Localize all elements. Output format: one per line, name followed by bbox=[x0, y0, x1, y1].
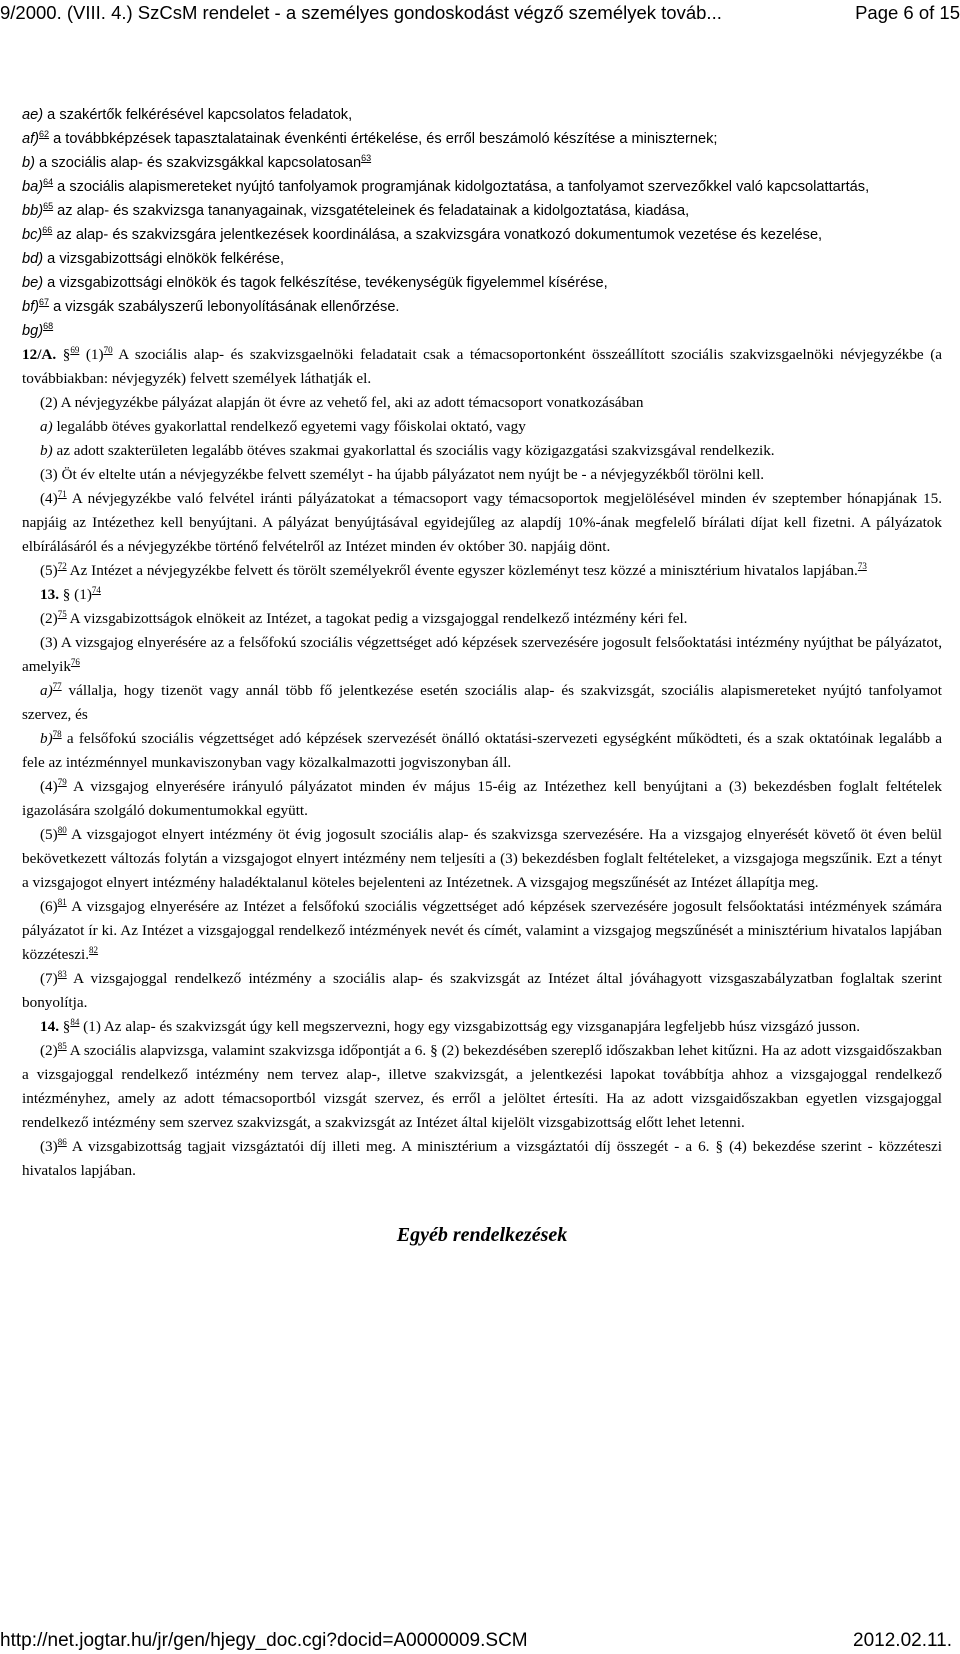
clause-text: a vizsgák szabályszerű lebonyolításának ellenőrzése. bbox=[49, 299, 400, 315]
section-12a-para-2: (2) A névjegyzékbe pályázat alapján öt évre az vehető fel, aki az adott témacsoport vonatkozásában bbox=[40, 394, 644, 411]
footnote-link[interactable]: 81 bbox=[57, 897, 67, 907]
clause-label: ae) bbox=[22, 107, 44, 123]
section-12a-para-5 bbox=[22, 559, 942, 583]
footnote-link[interactable]: 66 bbox=[42, 225, 53, 235]
clause-b bbox=[22, 151, 942, 175]
clause-label: bg) bbox=[22, 323, 44, 339]
document-body bbox=[22, 103, 942, 1247]
paragraph-text: A szociális alap- és szakvizsgaelnöki feladatait csak a témacsoportonként összeállított szociális szakvizsgaelnöki névjegyzékbe (a továbbiakban: névjegyzék) felvett személyek láthatják el. bbox=[22, 346, 943, 387]
footnote-link[interactable]: 72 bbox=[57, 561, 67, 571]
section-13-para-3b bbox=[22, 727, 942, 775]
clause-text: a vizsgabizottsági elnökök és tagok felkészítése, tevékenységük figyelemmel kísérése, bbox=[43, 275, 608, 291]
footnote-link[interactable]: 79 bbox=[57, 777, 67, 787]
section-13-para-7 bbox=[22, 967, 942, 1015]
clause-label: b) bbox=[22, 155, 35, 171]
footnote-link[interactable]: 71 bbox=[57, 489, 67, 499]
section-14-para-2 bbox=[22, 1039, 942, 1135]
clause-text: az adott szakterületen legalább ötéves szakmai gyakorlattal és szociális vagy közigazgatási szakvizsgával rendelkezik. bbox=[52, 442, 775, 459]
clause-label: af) bbox=[22, 131, 40, 147]
footnote-link[interactable]: 82 bbox=[89, 945, 99, 955]
footnote-link[interactable]: 78 bbox=[52, 729, 62, 739]
footnote-link[interactable]: 74 bbox=[91, 585, 101, 595]
footnote-link[interactable]: 67 bbox=[39, 297, 50, 307]
section-number: 14. bbox=[40, 1018, 59, 1035]
paragraph-text: A vizsgajogot elnyert intézmény öt évig jogosult szociális alap- és szakvizsga szervezésére. Ha a vizsgajog elnyerését követő öt éven belül bekövetkezett változás folytán a vizsgajogot elnyert intézmény nem teljesíti a (3) bekezdésben foglalt feltételeket, a vizsgajoga megszűnik. Ezt a tényt a vizsgajogot elnyert intézmény haladéktalanul köteles bejelenteni az Intézetnek. A vizsgajog megszűnését az Intézet állapítja meg. bbox=[22, 826, 942, 891]
paragraph-text: Az Intézet a névjegyzékbe felvett és törölt személyekről évente egyszer közleményt tesz közzé a minisztérium hivatalos lapjában. bbox=[66, 562, 858, 579]
clause-text: a szociális alapismereteket nyújtó tanfolyamok programjának kidolgoztatása, a tanfolyamot szervezőkkel való kapcsolattartás, bbox=[53, 179, 870, 195]
footnote-link[interactable]: 73 bbox=[857, 561, 867, 571]
clause-be bbox=[22, 271, 942, 295]
paragraph-number: (2) bbox=[40, 1042, 58, 1059]
clause-bb bbox=[22, 199, 942, 223]
paragraph-text: A vizsgabizottság tagjait vizsgáztatói díj illeti meg. A minisztérium a vizsgáztatói díj összegét - a 6. § (4) bekezdése szerint - közzéteszi hivatalos lapjában. bbox=[22, 1138, 942, 1179]
paragraph-text: A vizsgajoggal rendelkező intézmény a szociális alap- és szakvizsgát az Intézet által jóváhagyott vizsgaszabályzatban foglaltak szerint bonyolítja. bbox=[22, 970, 942, 1011]
footnote-link[interactable]: 75 bbox=[57, 609, 67, 619]
footnote-link[interactable]: 86 bbox=[57, 1137, 67, 1147]
paragraph-text: A vizsgajog elnyerésére az Intézet a felsőfokú szociális végzettséget adó képzések szervezésére jogosult felsőoktatási intézmények számára pályázatot ír ki. Az Intézet a vizsgajoggal rendelkező intézmények nevét és címét, valamint a vizsgajog megszűnését a minisztérium hivatalos lapjában közzéteszi. bbox=[22, 898, 942, 963]
browser-print-header bbox=[0, 2, 960, 28]
clause-bd bbox=[22, 247, 942, 271]
footnote-link[interactable]: 76 bbox=[70, 657, 80, 667]
section-14 bbox=[22, 1015, 942, 1039]
clause-label: bc) bbox=[22, 227, 43, 243]
paragraph-text: (3) A vizsgajog elnyerésére az a felsőfokú szociális végzettséget adó képzések szervezésére jogosult felsőoktatási intézmény nyújthat be pályázatot, amelyik bbox=[22, 634, 942, 675]
section-number: 12/A. bbox=[22, 346, 57, 363]
paragraph-number: (2) bbox=[40, 610, 58, 627]
section-heading: Egyéb rendelkezések bbox=[396, 1224, 568, 1246]
clause-bc bbox=[22, 223, 942, 247]
clause-text: a továbbképzések tapasztalatainak évenkénti értékelése, és erről beszámoló készítése a miniszternek; bbox=[49, 131, 718, 147]
paragraph-text: A névjegyzékbe való felvétel iránti pályázatokat a témacsoport vagy témacsoportok megjelölésével minden év szeptember hónapjának 15. napjáig az Intézethez kell benyújtani. A pályázat benyújtásával egyidejűleg az alapdíj 10%-ának megfelelő bírálati díjat kell fizetni. A pályázatok elbírálásáról és a névjegyzékbe történő felvételről az Intézet minden év október 30. napjáig dönt. bbox=[22, 490, 942, 555]
paragraph-text: A vizsgabizottságok elnökeit az Intézet, a tagokat pedig a vizsgajoggal rendelkező intézmény kéri fel. bbox=[66, 610, 688, 627]
section-13-para-5 bbox=[22, 823, 942, 895]
footnote-link[interactable]: 65 bbox=[43, 201, 54, 211]
paragraph-number: (5) bbox=[40, 826, 58, 843]
section-12a-para-4 bbox=[22, 487, 942, 559]
clause-text: vállalja, hogy tizenöt vagy annál több fő jelentkezése esetén szociális alap- és szakvizsgát, szociális alapismereteket nyújtó tanfolyamot szervez, és bbox=[22, 682, 942, 723]
clause-text: a szociális alap- és szakvizsgákkal kapcsolatosan bbox=[34, 155, 362, 171]
section-13-para-2 bbox=[22, 607, 942, 631]
footnote-link[interactable]: 70 bbox=[103, 345, 113, 355]
clause-label: a) bbox=[40, 418, 53, 435]
paragraph-number: (1) bbox=[79, 346, 104, 363]
clause-label: a) bbox=[40, 682, 53, 699]
clause-label: be) bbox=[22, 275, 44, 291]
paragraph-text: A szociális alapvizsga, valamint szakvizsga időpontját a 6. § (2) bekezdésében szereplő időszakban lehet kitűzni. Ha az adott vizsgaidőszakban a vizsgajoggal rendelkező intézmény nem tervez alap-, illetve szakvizsgát, a jelentkezési lapokat továbbítja ahhoz a vizsgajoggal rendelkező intézményhez, amely az adott témacsoportból vizsgát szervez, és erről a jelöltet értesíti. Ha az adott vizsgaidőszakban egyetlen vizsgajoggal rendelkező intézmény sem szervez szakvizsgát, a szakvizsgát az Intézet által kijelölt vizsgabizottság előtt lehet letenni. bbox=[22, 1042, 942, 1131]
section-12a-para-2a bbox=[22, 415, 942, 439]
section-13 bbox=[22, 583, 942, 607]
section-12a-para-3: (3) Öt év eltelte után a névjegyzékbe felvett személyt - ha újabb pályázatot nem nyújt be - a névjegyzékből törölni kell. bbox=[40, 466, 765, 483]
section-12a-para-2b bbox=[22, 439, 942, 463]
footnote-link[interactable]: 62 bbox=[39, 129, 50, 139]
clause-text: az alap- és szakvizsgára jelentkezések koordinálása, a szakvizsgára vonatkozó dokumentumok vezetése és kezelése, bbox=[52, 227, 823, 243]
clause-label: bf) bbox=[22, 299, 40, 315]
clause-label: b) bbox=[40, 730, 53, 747]
section-13-para-4 bbox=[22, 775, 942, 823]
clause-text: a vizsgabizottsági elnökök felkérése, bbox=[43, 251, 285, 267]
clause-label: ba) bbox=[22, 179, 44, 195]
footnote-link[interactable]: 77 bbox=[52, 681, 62, 691]
print-date: 2012.02.11. bbox=[853, 1630, 952, 1651]
clause-label: b) bbox=[40, 442, 53, 459]
paragraph-number: (4) bbox=[40, 778, 58, 795]
footnote-link[interactable]: 64 bbox=[43, 177, 54, 187]
section-symbol: § bbox=[62, 346, 71, 363]
paragraph-number: (3) bbox=[40, 1138, 58, 1155]
footnote-link[interactable]: 68 bbox=[43, 321, 54, 331]
section-14-para-3 bbox=[22, 1135, 942, 1183]
section-13-para-6 bbox=[22, 895, 942, 967]
page-number: Page 6 of 15 bbox=[855, 2, 960, 23]
footnote-link[interactable]: 84 bbox=[70, 1017, 80, 1027]
clause-ae bbox=[22, 103, 942, 127]
paragraph-number: (6) bbox=[40, 898, 58, 915]
clause-bg bbox=[22, 319, 942, 343]
clause-ba bbox=[22, 175, 942, 199]
clause-label: bb) bbox=[22, 203, 44, 219]
clause-text: a szakértők felkérésével kapcsolatos feladatok, bbox=[43, 107, 353, 123]
footnote-link[interactable]: 69 bbox=[70, 345, 80, 355]
clause-text: legalább ötéves gyakorlattal rendelkező egyetemi vagy főiskolai oktató, vagy bbox=[52, 418, 526, 435]
section-number: 13. bbox=[40, 586, 59, 603]
paragraph-number: (7) bbox=[40, 970, 58, 987]
footnote-link[interactable]: 63 bbox=[361, 153, 372, 163]
section-symbol: § bbox=[58, 1018, 71, 1035]
paragraph-text: A vizsgajog elnyerésére irányuló pályázatot minden év május 15-éig az Intézethez kell benyújtani a (3) bekezdésben foglalt feltételek igazolására szolgáló dokumentumokkal együtt. bbox=[22, 778, 942, 819]
paragraph-text: (1) Az alap- és szakvizsgát úgy kell megszervezni, hogy egy vizsgabizottság egy vizsganapjára legfeljebb húsz vizsgázó jusson. bbox=[79, 1018, 861, 1035]
clause-af bbox=[22, 127, 942, 151]
clause-label: bd) bbox=[22, 251, 44, 267]
paragraph-number: (5) bbox=[40, 562, 58, 579]
section-13-para-3a bbox=[22, 679, 942, 727]
footnote-link[interactable]: 83 bbox=[57, 969, 67, 979]
browser-print-footer bbox=[0, 1628, 960, 1654]
footnote-link[interactable]: 80 bbox=[57, 825, 67, 835]
section-12a bbox=[22, 343, 942, 391]
clause-bf bbox=[22, 295, 942, 319]
section-symbol: § (1) bbox=[58, 586, 92, 603]
section-13-para-3 bbox=[22, 631, 942, 679]
clause-text: a felsőfokú szociális végzettséget adó képzések szervezését önálló oktatási-szervezeti egységként működteti, és a szak oktatóinak legalább a fele az intézménnyel munkaviszonyban vagy közalkalmazotti jogviszonyban áll. bbox=[22, 730, 942, 771]
paragraph-number: (4) bbox=[40, 490, 58, 507]
document-title: 9/2000. (VIII. 4.) SzCsM rendelet - a személyes gondoskodást végző személyek továb... bbox=[0, 2, 722, 23]
page-url: http://net.jogtar.hu/jr/gen/hjegy_doc.cgi?docid=A0000009.SCM bbox=[0, 1630, 528, 1651]
clause-text: az alap- és szakvizsga tananyagainak, vizsgatételeinek és feladatainak a kidolgoztatása, kiadása, bbox=[53, 203, 690, 219]
footnote-link[interactable]: 85 bbox=[57, 1041, 67, 1051]
